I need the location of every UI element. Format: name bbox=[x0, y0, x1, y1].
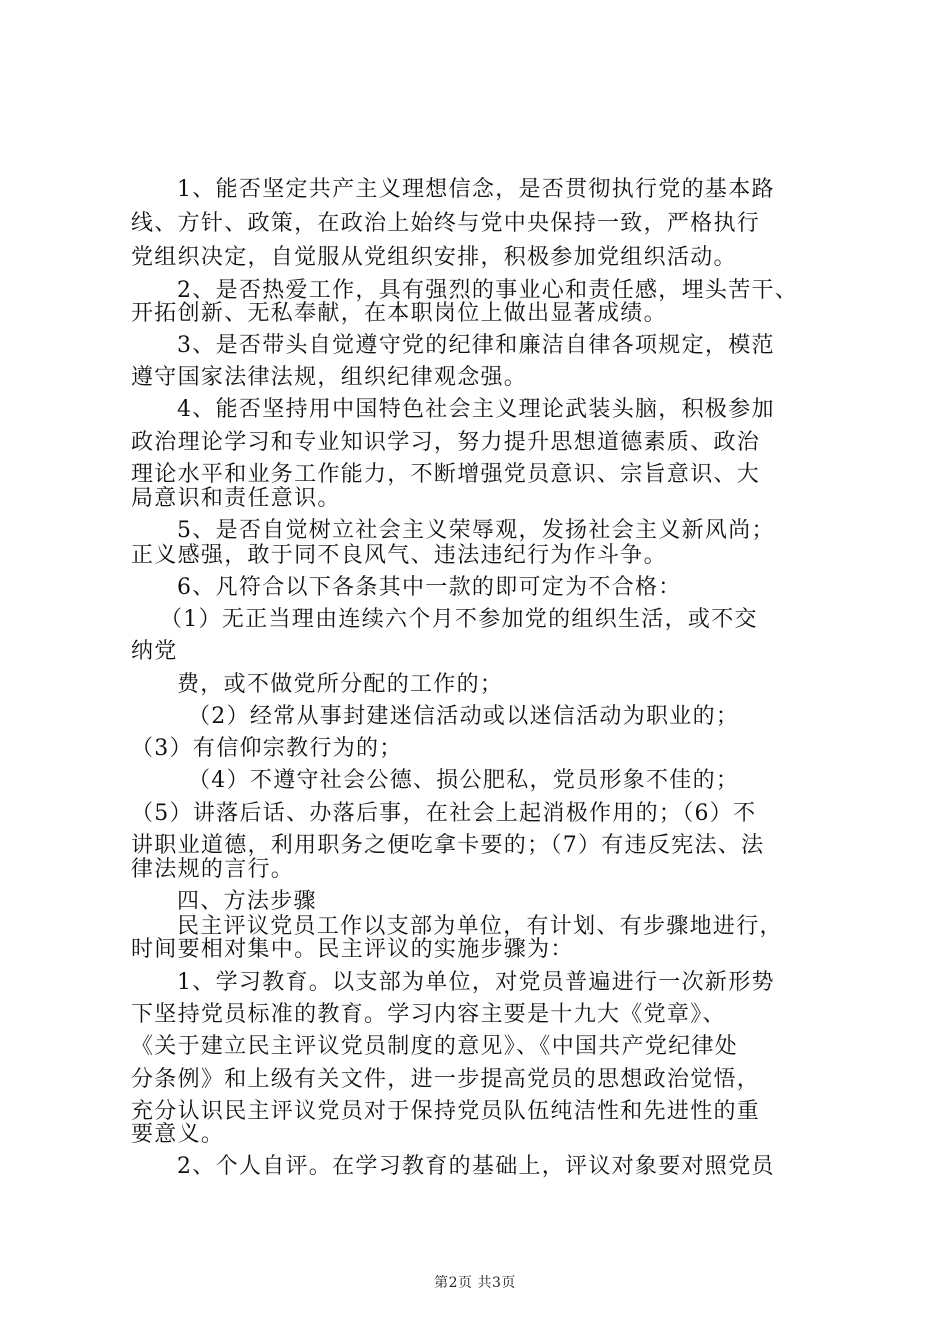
text-line: 1、能否坚定共产主义理想信念，是否贯彻执行党的基本路 bbox=[177, 177, 775, 202]
text-line: 时间要相对集中。民主评议的实施步骤为： bbox=[131, 937, 574, 962]
text-line: 6、凡符合以下各条其中一款的即可定为不合格： bbox=[177, 575, 682, 600]
text-line: 民主评议党员工作以支部为单位，有计划、有步骤地进行， bbox=[177, 914, 783, 939]
text-line: （5）讲落后话、办落后事，在社会上起消极作用的；（6）不 bbox=[131, 801, 757, 826]
text-line: 遵守国家法律法规，组织纪律观念强。 bbox=[131, 365, 528, 390]
text-line: 线、方针、政策，在政治上始终与党中央保持一致，严格执行 bbox=[131, 211, 761, 236]
text-line: 讲职业道德，利用职务之便吃拿卡要的；（7）有违反宪法、法 bbox=[131, 833, 765, 858]
text-line: 2、是否热爱工作，具有强烈的事业心和责任感，埋头苦干、 bbox=[177, 278, 799, 303]
text-line: 开拓创新、无私奉献，在本职岗位上做出显著成绩。 bbox=[131, 301, 667, 326]
text-line: 充分认识民主评议党员对于保持党员队伍纯洁性和先进性的重 bbox=[131, 1099, 761, 1124]
text-line: 纳党 bbox=[131, 639, 178, 664]
text-line: 4、能否坚持用中国特色社会主义理论武装头脑，积极参加 bbox=[177, 397, 775, 422]
text-line: 党组织决定，自觉服从党组织安排，积极参加党组织活动。 bbox=[131, 245, 737, 270]
text-line: 律法规的言行。 bbox=[131, 857, 295, 882]
page-number-footer: 第2页 共3页 bbox=[434, 1275, 516, 1291]
text-line: 要意义。 bbox=[131, 1122, 225, 1147]
text-line: （3）有信仰宗教行为的； bbox=[131, 736, 403, 761]
text-line: 局意识和责任意识。 bbox=[131, 486, 341, 511]
text-line: 下坚持党员标准的教育。学习内容主要是十九大《党章》、 bbox=[131, 1002, 726, 1027]
text-line: 《关于建立民主评议党员制度的意见》、《中国共产党纪律处 bbox=[131, 1034, 739, 1059]
text-line: 5、是否自觉树立社会主义荣辱观，发扬社会主义新风尚； bbox=[177, 518, 775, 543]
text-line: 费，或不做党所分配的工作的； bbox=[177, 672, 504, 697]
text-line: 政治理论学习和专业知识学习，努力提升思想道德素质、政治 bbox=[131, 430, 761, 455]
text-line: 正义感强，敢于同不良风气、违法违纪行为作斗争。 bbox=[131, 543, 667, 568]
text-line: （1）无正当理由连续六个月不参加党的组织生活，或不交 bbox=[160, 607, 758, 632]
text-line: 1、学习教育。以支部为单位，对党员普遍进行一次新形势 bbox=[177, 970, 775, 995]
text-line: 分条例》和上级有关文件，进一步提高党员的思想政治觉悟， bbox=[131, 1067, 761, 1092]
text-line: 3、是否带头自觉遵守党的纪律和廉洁自律各项规定，模范 bbox=[177, 333, 775, 358]
text-line: （4）不遵守社会公德、损公肥私，党员形象不佳的； bbox=[188, 768, 740, 793]
section-heading: 四、方法步骤 bbox=[177, 889, 317, 914]
text-line: （2）经常从事封建迷信活动或以迷信活动为职业的； bbox=[188, 704, 740, 729]
text-line: 理论水平和业务工作能力，不断增强党员意识、宗旨意识、大 bbox=[131, 462, 761, 487]
text-line: 2、个人自评。在学习教育的基础上，评议对象要对照党员 bbox=[177, 1154, 775, 1179]
